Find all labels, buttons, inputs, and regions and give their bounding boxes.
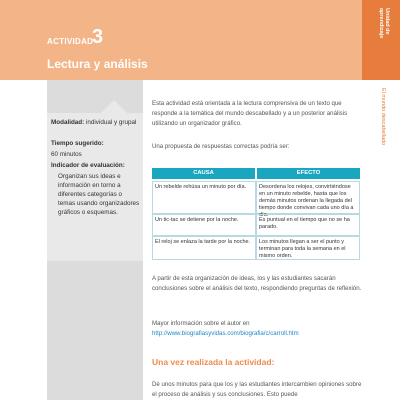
more-info-paragraph	[152, 319, 362, 339]
table-cell-efecto-1: Desordena los relojes, convirtiéndose en un minuto rebelde, hasta que los demás minutos ordenan la llegada del tiempo donde convivan cada uno día a día.	[256, 181, 360, 214]
author-link[interactable]: http://www.biografiasyvidas.com/biografia/c/carroll.htm	[152, 330, 299, 337]
table-cell-efecto-2: Es puntual en el tiempo que no se ha parado.	[256, 214, 360, 236]
modalidad-value: individual y grupal	[85, 119, 137, 126]
table-cell-causa-1: Un rebelde rehúsa un minuto por día.	[152, 181, 256, 214]
unit-side-tab-line-2: aprendizaje	[378, 8, 384, 39]
tiempo-label: Tiempo sugerido:	[51, 140, 104, 147]
activity-number: 3	[92, 26, 104, 48]
indicador-item: Organizan sus ideas e información en torno a diferentes categorías o temas usando organizadores gráficos o esquemas.	[58, 173, 140, 216]
modalidad-label: Modalidad:	[51, 119, 85, 126]
tiempo-value: 60 minutos	[51, 151, 82, 158]
sidebar-pointer	[101, 100, 127, 113]
activity-title: Lectura y análisis	[47, 57, 148, 71]
table-header-causa: CAUSA	[152, 168, 255, 179]
running-title: El mundo descabellado	[380, 88, 386, 146]
modalidad	[51, 118, 139, 127]
activity-label: ACTIVIDAD	[47, 37, 94, 46]
table-cell-causa-3: El reloj se enlaza la tarde por la noche.	[152, 236, 256, 260]
more-info-prefix: Mayor información sobre el autor en	[152, 320, 250, 327]
table-cell-efecto-3: Los minutos llegan a ser el punto y terminan para toda la semana en el mismo orden.	[256, 236, 360, 260]
unit-side-tab-line-1: Unidad de	[384, 8, 390, 35]
closing-paragraph: A partir de esta organización de ideas, los y las estudiantes sacarán conclusiones sobre el análisis del texto, respondiendo preguntas de reflexión.	[152, 275, 362, 292]
final-paragraph: Dé unos minutos para que los y las estudiantes intercambien opiniones sobre el proceso de análisis y sus conclusiones. Esto puede	[152, 381, 362, 398]
table-header-efecto: EFECTO	[257, 168, 360, 179]
intro-paragraph: Esta actividad está orientada a la lectura comprensiva de un texto que responde a la temática del mundo descabellado y a un posterior análisis utilizando un organizador gráfico.	[152, 100, 348, 127]
indicador-label: Indicador de evaluación:	[51, 162, 125, 169]
section-sub-heading: Una vez realizada la actividad:	[152, 357, 275, 367]
table-cell-causa-2: Un tic-tac se detiene por la noche.	[152, 214, 256, 236]
unit-side-tab-text	[378, 8, 390, 38]
proposal-text: Una propuesta de respuestas correctas podría ser:	[152, 143, 290, 150]
